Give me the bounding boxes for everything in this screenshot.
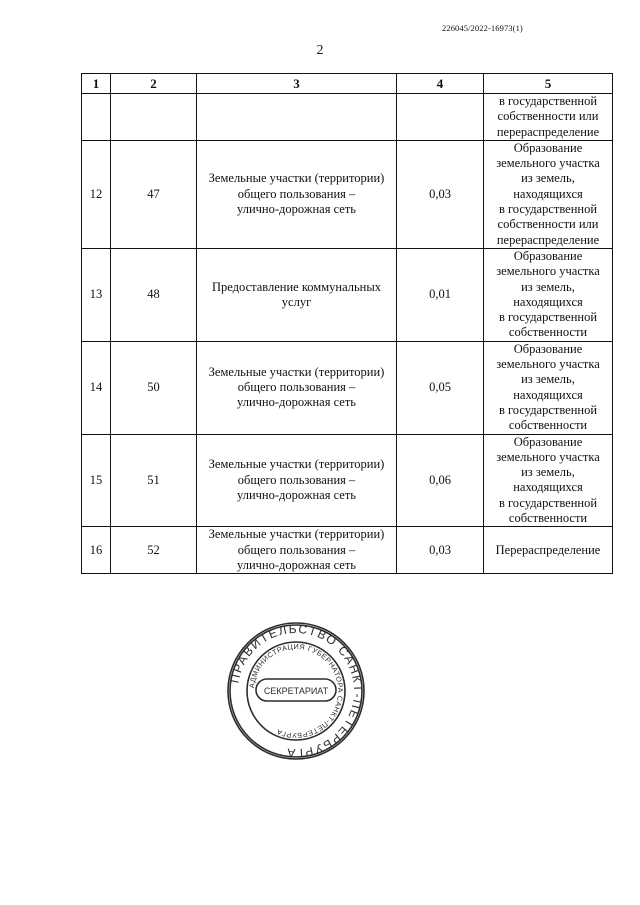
row-number-cell: 12: [82, 140, 111, 248]
table-row: [82, 94, 613, 141]
area-cell: 0,05: [397, 341, 484, 434]
permitted-use-cell: Земельные участки (территории) общего пользования – улично-дорожная сеть: [197, 140, 397, 248]
zone-number-cell: 47: [111, 140, 197, 248]
permitted-use-cell: Предоставление коммунальных услуг: [197, 248, 397, 341]
area-cell: 0,03: [397, 527, 484, 574]
table-row: [82, 341, 613, 434]
column-header: 3: [197, 74, 397, 94]
table-row: [82, 248, 613, 341]
table-row: [82, 140, 613, 248]
document-number: 226045/2022-16973(1): [442, 23, 523, 33]
formation-method-cell: Образование земельного участка из земель, находящихся в государственной собственности: [484, 248, 613, 341]
area-cell: 0,01: [397, 248, 484, 341]
formation-method-cell: в государственной собственности или перераспределение: [484, 94, 613, 141]
zone-number-cell: 51: [111, 434, 197, 527]
area-cell: 0,03: [397, 140, 484, 248]
table-row: [82, 527, 613, 574]
column-header: 5: [484, 74, 613, 94]
zone-number-cell: 48: [111, 248, 197, 341]
official-seal: [226, 621, 366, 761]
row-number-cell: 15: [82, 434, 111, 527]
permitted-use-cell: Земельные участки (территории) общего пользования – улично-дорожная сеть: [197, 341, 397, 434]
table-row: [82, 434, 613, 527]
land-plots-table: [81, 73, 613, 574]
seal-inner-text: АДМИНИСТРАЦИЯ ГУБЕРНАТОРА САНКТ-ПЕТЕРБУРГА: [247, 641, 346, 741]
formation-method-cell: Образование земельного участка из земель, находящихся в государственной собственности: [484, 434, 613, 527]
row-number-cell: 16: [82, 527, 111, 574]
zone-number-cell: [111, 94, 197, 141]
row-number-cell: 13: [82, 248, 111, 341]
page-number: 2: [316, 43, 324, 58]
formation-method-cell: Перераспределение: [484, 527, 613, 574]
table-header-row: [82, 74, 613, 94]
permitted-use-cell: [197, 94, 397, 141]
permitted-use-cell: Земельные участки (территории) общего пользования – улично-дорожная сеть: [197, 434, 397, 527]
seal-center-text: СЕКРЕТАРИАТ: [263, 686, 329, 696]
row-number-cell: [82, 94, 111, 141]
seal-graphic: [226, 621, 366, 761]
permitted-use-cell: Земельные участки (территории) общего пользования – улично-дорожная сеть: [197, 527, 397, 574]
column-header: 1: [82, 74, 111, 94]
area-cell: 0,06: [397, 434, 484, 527]
formation-method-cell: Образование земельного участка из земель, находящихся в государственной собственности: [484, 341, 613, 434]
formation-method-cell: Образование земельного участка из земель, находящихся в государственной собственности или перераспределение: [484, 140, 613, 248]
zone-number-cell: 52: [111, 527, 197, 574]
zone-number-cell: 50: [111, 341, 197, 434]
seal-outer-text: ПРАВИТЕЛЬСТВО САНКТ-ПЕТЕРБУРГА: [227, 621, 366, 761]
column-header: 2: [111, 74, 197, 94]
row-number-cell: 14: [82, 341, 111, 434]
column-header: 4: [397, 74, 484, 94]
area-cell: [397, 94, 484, 141]
